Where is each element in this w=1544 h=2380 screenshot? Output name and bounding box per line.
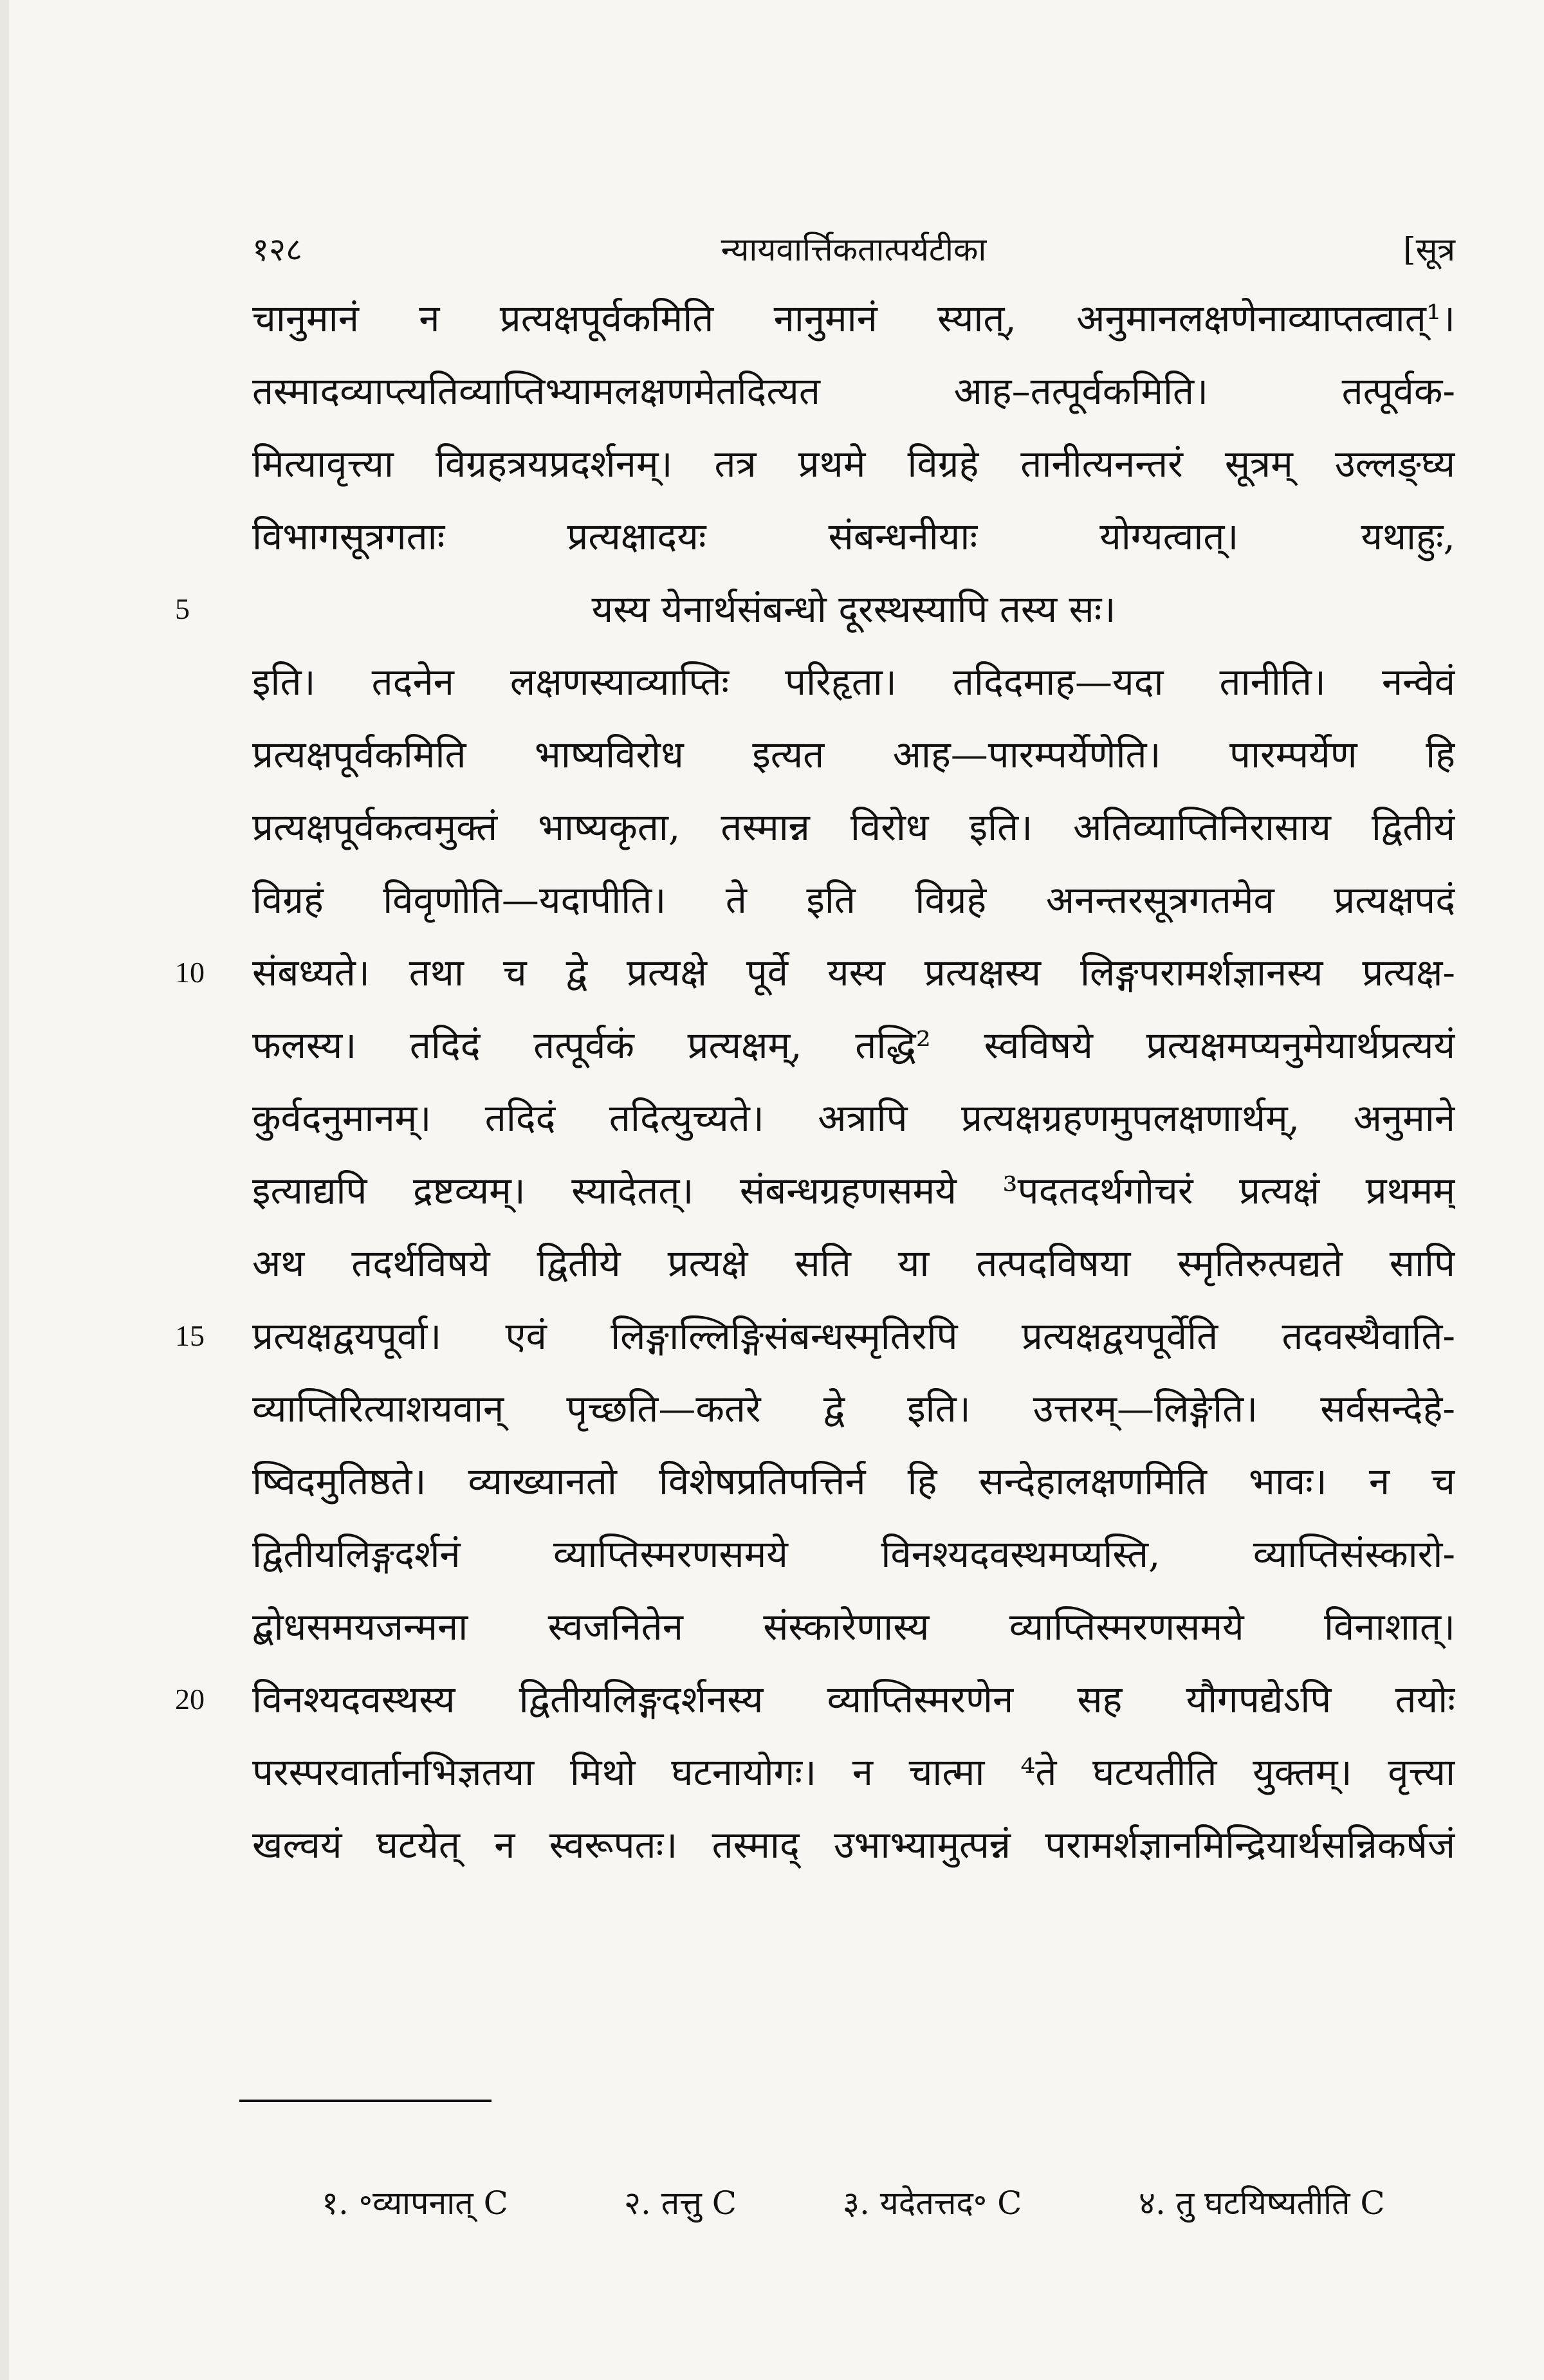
line-number: 5 [175,592,190,625]
line-number: 15 [175,1319,205,1352]
text-line: ष्विदमुतिष्ठते। व्याख्यानतो विशेषप्रतिपत्तिर्न हि सन्देहालक्षणमिति भावः। न च [252,1460,1455,1503]
text-line: प्रत्यक्षपूर्वकत्वमुक्तं भाष्यकृता, तस्मान्न विरोध इति। अतिव्याप्तिनिरासाय द्वितीयं [252,805,1455,849]
text-line: विभागसूत्रगताः प्रत्यक्षादयः संबन्धनीयाः योग्यत्वात्। यथाहुः, [252,515,1455,558]
text-line: कुर्वदनुमानम्। तदिदं तदित्युच्यते। अत्रापि प्रत्यक्षग्रहणमुपलक्षणार्थम्, अनुमाने [252,1096,1455,1140]
text-line: इत्याद्यपि द्रष्टव्यम्। स्यादेतत्। संबन्धग्रहणसमये ³पदतदर्थगोचरं प्रत्यक्षं प्रथमम् [252,1169,1455,1213]
text-line: तस्मादव्याप्त्यतिव्याप्तिभ्यामलक्षणमेतदित्यत आह–तत्पूर्वकमिति। तत्पूर्वक- [252,369,1455,413]
footnote-2: २. तत्तु C [624,2184,737,2222]
text-line: व्याप्तिरित्याशयवान् पृच्छति—कतरे द्वे इति। उत्तरम्—लिङ्गेति। सर्वसन्देहे- [252,1387,1455,1431]
text-line: इति। तदनेन लक्षणस्याव्याप्तिः परिहृता। तदिदमाह—यदा तानीति। नन्वेवं [252,660,1455,704]
footnote-3: ३. यदेतत्तद॰ C [843,2184,1022,2222]
line-number: 20 [175,1683,205,1716]
footnote-rule [239,2100,492,2102]
text-line: फलस्य। तदिदं तत्पूर्वकं प्रत्यक्षम्, तद्धि² स्वविषये प्रत्यक्षमप्यनुमेयार्थप्रत्ययं [252,1023,1455,1067]
text-line: प्रत्यक्षपूर्वकमिति भाष्यविरोध इत्यत आह—पारम्पर्येणेति। पारम्पर्येण हि [252,733,1455,776]
line-number: 10 [175,956,205,989]
text-line: मित्यावृत्त्या विग्रहत्रयप्रदर्शनम्। तत्र प्रथमे विग्रहे तानीत्यनन्तरं सूत्रम् उल्लङ्घ्य [252,442,1455,486]
text-line: द्वितीयलिङ्गदर्शनं व्याप्तिस्मरणसमये विनश्यदवस्थमप्यस्ति, व्याप्तिसंस्कारो- [252,1532,1455,1576]
footnote-4: ४. तु घटयिष्यतीति C [1139,2184,1385,2222]
page-edge [0,0,9,2380]
footnote-1: १. ॰व्यापनात् C [322,2184,508,2222]
text-line: विनश्यदवस्थस्य द्वितीयलिङ्गदर्शनस्य व्याप्तिस्मरणेन सह यौगपद्येऽपि तयोः [252,1678,1455,1721]
text-line: यस्य येनार्थसंबन्धो दूरस्थस्यापि तस्य सः। [591,587,1116,631]
text-line: प्रत्यक्षद्वयपूर्वा। एवं लिङ्गाल्लिङ्गिसंबन्धस्मृतिरपि प्रत्यक्षद्वयपूर्वेति तदवस्थैवाति- [252,1314,1455,1358]
text-line: संबध्यते। तथा च द्वे प्रत्यक्षे पूर्वे यस्य प्रत्यक्षस्य लिङ्गपरामर्शज्ञानस्य प्रत्यक्ष- [252,951,1455,994]
section-label: [सूत्र [1403,231,1455,268]
running-header [252,226,1455,278]
page-number: १२८ [252,231,302,268]
text-line: विग्रहं विवृणोति—यदापीति। ते इति विग्रहे अनन्तरसूत्रगतमेव प्रत्यक्षपदं [252,878,1455,922]
text-line: परस्परवार्तानभिज्ञतया मिथो घटनायोगः। न चात्मा ⁴ते घटयतीति युक्तम्। वृत्त्या [252,1750,1455,1794]
text-line: अथ तदर्थविषये द्वितीये प्रत्यक्षे सति या तत्पदविषया स्मृतिरुत्पद्यते सापि [252,1241,1455,1285]
book-title: न्यायवार्त्तिकतात्पर्यटीका [721,231,987,268]
text-line: चानुमानं न प्रत्यक्षपूर्वकमिति नानुमानं स्यात्, अनुमानलक्षणेनाव्याप्तत्वात्¹। [252,297,1455,340]
text-line: द्बोधसमयजन्मना स्वजनितेन संस्कारेणास्य व्याप्तिस्मरणसमये विनाशात्। [252,1605,1455,1649]
text-line: खल्वयं घटयेत् न स्वरूपतः। तस्माद् उभाभ्यामुत्पन्नं परामर्शज्ञानमिन्द्रियार्थसन्निकर्षजं [252,1823,1455,1867]
